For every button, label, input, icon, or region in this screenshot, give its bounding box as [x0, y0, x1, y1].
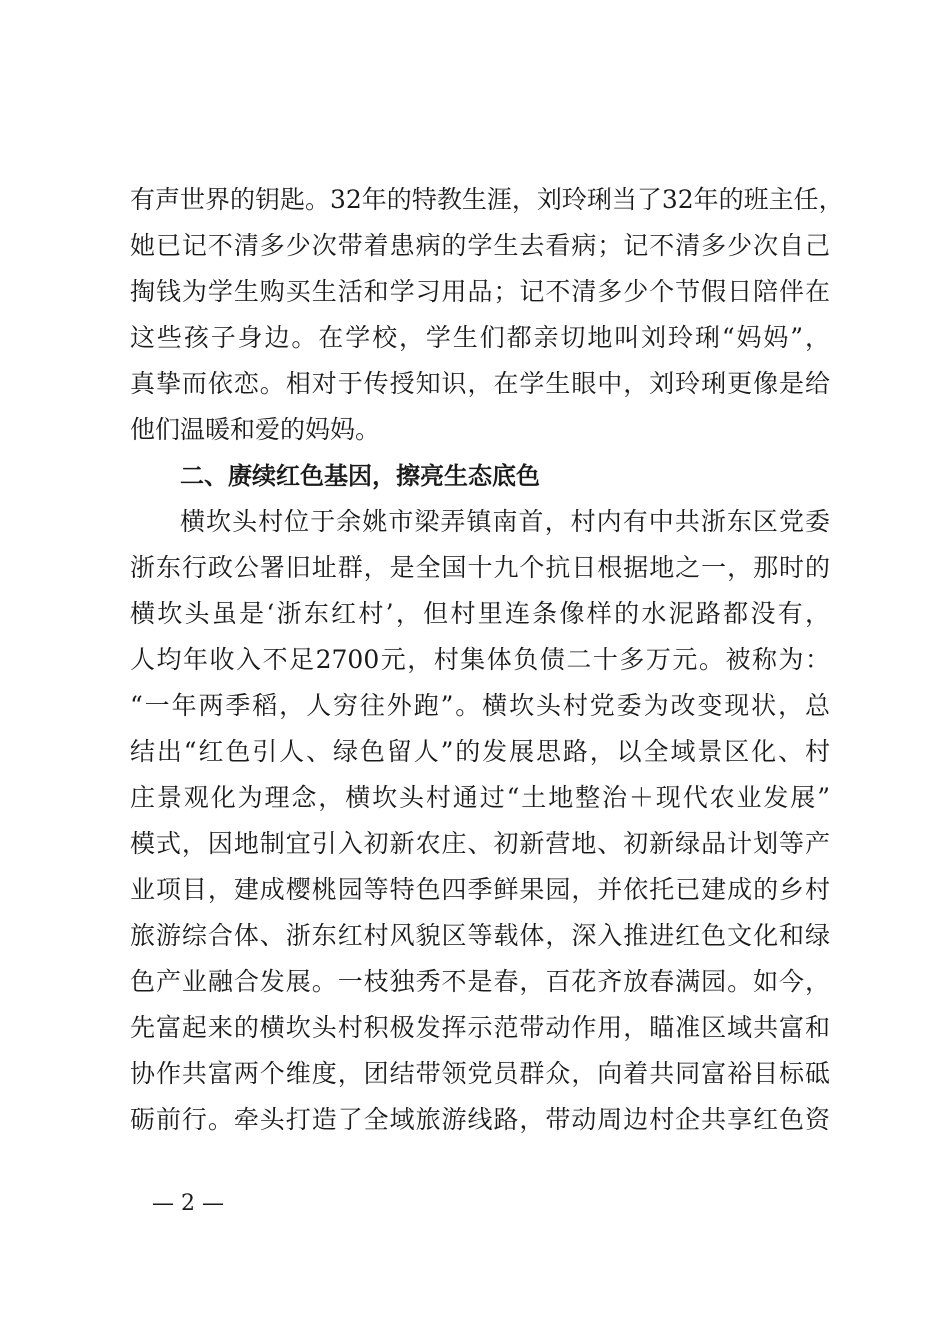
- paragraph-line: 色产业融合发展。一枝独秀不是春，百花齐放春满园。如今，: [130, 967, 830, 996]
- paragraph-line: 模式，因地制宜引入初新农庄、初新营地、初新绿品计划等产: [130, 829, 830, 858]
- paragraph-line: 协作共富两个维度，团结带领党员群众，向着共同富裕目标砥: [130, 1059, 830, 1088]
- paragraph-line: 横坎头虽是‘浙东红村’，但村里连条像样的水泥路都没有，: [130, 599, 830, 628]
- paragraph-line: 结出“红色引人、绿色留人”的发展思路，以全域景区化、村: [130, 737, 830, 766]
- paragraph-line: 他们温暖和爱的妈妈。: [130, 415, 381, 444]
- paragraph-line: 人均年收入不足2700元，村集体负债二十多万元。被称为：: [130, 645, 830, 674]
- page-number: — 2 —: [152, 1191, 224, 1216]
- paragraph-line: 有声世界的钥匙。32年的特教生涯，刘玲琍当了32年的班主任，: [130, 185, 844, 214]
- paragraph-line: 先富起来的横坎头村积极发挥示范带动作用，瞄准区域共富和: [130, 1013, 830, 1042]
- paragraph-line: 她已记不清多少次带着患病的学生去看病；记不清多少次自己: [130, 231, 830, 260]
- paragraph-line: 真挚而依恋。相对于传授知识，在学生眼中，刘玲琍更像是给: [130, 369, 830, 398]
- paragraph-line: 掏钱为学生购买生活和学习用品；记不清多少个节假日陪伴在: [130, 277, 830, 306]
- paragraph-line: 砺前行。牵头打造了全域旅游线路，带动周边村企共享红色资: [130, 1105, 830, 1134]
- paragraph-line: “一年两季稻，人穷往外跑”。横坎头村党委为改变现状，总: [130, 691, 830, 720]
- paragraph-line: 旅游综合体、浙东红村风貌区等载体，深入推进红色文化和绿: [130, 921, 830, 950]
- section-heading: 二、赓续红色基因，擦亮生态底色: [180, 462, 540, 490]
- paragraph-line: 横坎头村位于余姚市梁弄镇南首，村内有中共浙东区党委: [180, 507, 830, 536]
- paragraph-line: 这些孩子身边。在学校，学生们都亲切地叫刘玲琍“妈妈”，: [130, 323, 830, 352]
- paragraph-line: 浙东行政公署旧址群，是全国十九个抗日根据地之一，那时的: [130, 553, 830, 582]
- paragraph-line: 业项目，建成樱桃园等特色四季鲜果园，并依托已建成的乡村: [130, 875, 830, 904]
- paragraph-line: 庄景观化为理念，横坎头村通过“土地整治＋现代农业发展”: [130, 783, 830, 812]
